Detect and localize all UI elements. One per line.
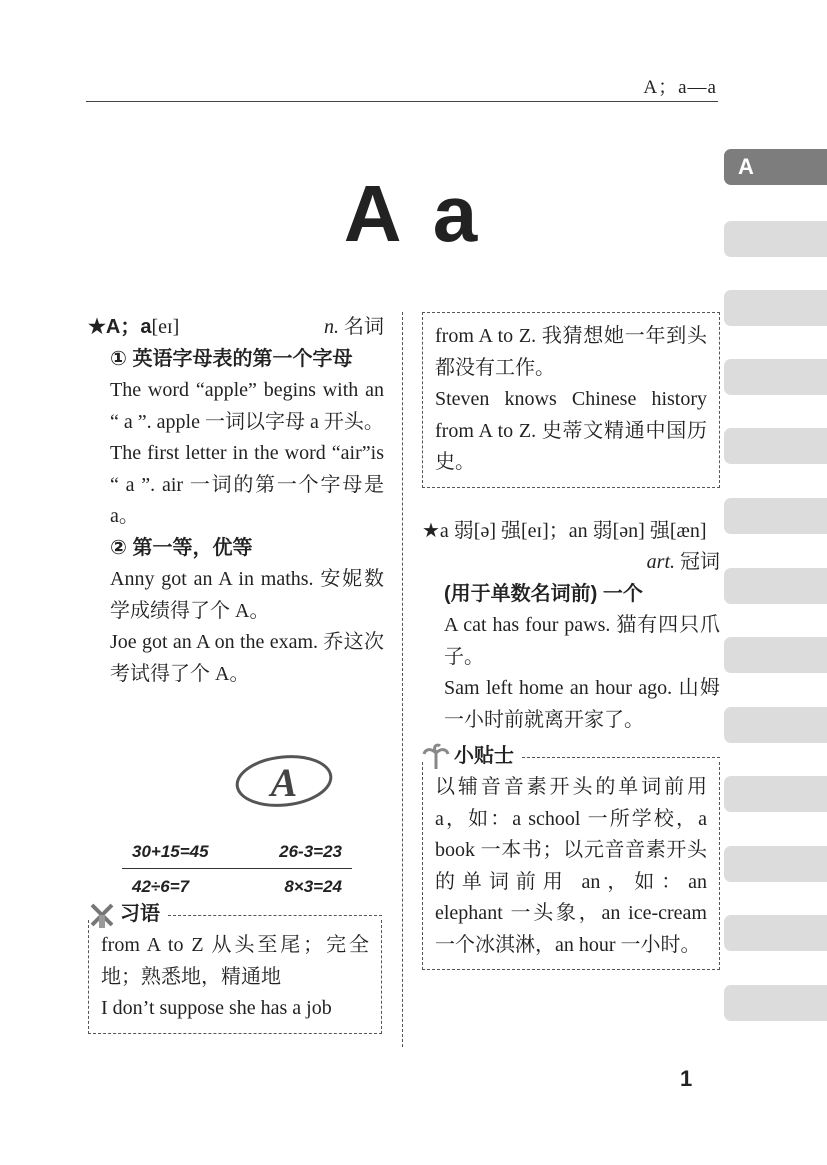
entry-header xyxy=(422,516,720,579)
thumb-tab[interactable] xyxy=(724,290,827,326)
entry-header xyxy=(88,312,384,344)
pos-abbr: art. xyxy=(646,551,675,573)
sense: (用于单数名词前) 一个 xyxy=(444,582,643,605)
thumb-tab[interactable] xyxy=(724,985,827,1021)
column-divider xyxy=(402,312,403,1047)
example: The first letter in the word “air”is “ a ”. air 一词的第一个字母是 a。 xyxy=(110,442,384,527)
thumb-tab[interactable] xyxy=(724,498,827,534)
headword: ★A；a xyxy=(88,316,152,338)
tab-a[interactable]: A xyxy=(724,149,827,185)
example: Joe got an A on the exam. 乔这次考试得了个 A。 xyxy=(110,631,384,685)
thumb-tab[interactable] xyxy=(724,359,827,395)
pos-cn: 冠词 xyxy=(680,551,720,573)
thumb-tab[interactable] xyxy=(724,776,827,812)
math-equation: 42÷6=7 xyxy=(132,877,190,896)
idiom-label: 习语 xyxy=(120,903,160,926)
pronunciation: [eɪ] xyxy=(151,316,180,338)
thumb-tab[interactable] xyxy=(724,568,827,604)
sense-2: ② 第一等，优等 xyxy=(110,536,253,559)
idiom-continued-box xyxy=(422,312,720,488)
math-equation: 26-3=23 xyxy=(279,842,342,861)
running-head: A；a—a xyxy=(643,77,717,98)
example: A cat has four paws. 猫有四只爪子。 xyxy=(444,614,720,668)
thumb-tab[interactable] xyxy=(724,637,827,673)
idiom-text: from A to Z 从头至尾；完全地；熟悉地，精通地 xyxy=(101,934,369,988)
tip-label: 小贴士 xyxy=(454,745,514,768)
page-number: 1 xyxy=(680,1066,693,1091)
idiom-example: Steven knows Chinese history from A to Z. 史蒂文精通中国历史。 xyxy=(435,388,707,473)
header-rule xyxy=(86,101,718,102)
page-title: A a xyxy=(343,169,484,258)
example: Sam left home an hour ago. 山姆一小时前就离开家了。 xyxy=(444,677,720,731)
example: The word “apple” begins with an “ a ”. apple 一词以字母 a 开头。 xyxy=(110,379,384,433)
left-column xyxy=(88,312,384,690)
example: Anny got an A in maths. 安妮数学成绩得了个 A。 xyxy=(110,568,384,622)
sense-1: ① 英语字母表的第一个字母 xyxy=(110,347,353,370)
idiom-box xyxy=(88,920,382,1034)
thumb-tab[interactable] xyxy=(724,915,827,951)
pos-cn: 名词 xyxy=(344,316,384,338)
palm-tree-icon xyxy=(422,743,450,771)
idiom-example: from A to Z. 我猜想她一年到头都没有工作。 xyxy=(435,325,707,379)
right-column xyxy=(422,312,720,970)
headword: ★a 弱[ə] 强[eɪ]；an 弱[ən] 强[æn] xyxy=(422,519,707,542)
tip-text: 以辅音音素开头的单词前用 a，如：a school 一所学校，a book 一本书；以元音音素开头的单词前用 an，如：an elephant 一头象，an ice-cream 一个冰淇淋，an hour 一小时。 xyxy=(435,776,707,956)
grade-letter: A xyxy=(270,760,298,805)
math-equation: 8×3=24 xyxy=(284,877,342,896)
idiom-section xyxy=(88,898,382,1034)
math-equation: 30+15=45 xyxy=(132,842,209,861)
grade-a-illustration xyxy=(234,752,334,810)
idiom-example: I don’t suppose she has a job xyxy=(101,997,332,1019)
thumb-tab[interactable] xyxy=(724,707,827,743)
tip-box xyxy=(422,762,720,970)
thumb-tab[interactable] xyxy=(724,428,827,464)
windmill-icon xyxy=(88,901,116,929)
math-rule xyxy=(122,868,352,869)
thumb-tab[interactable] xyxy=(724,846,827,882)
math-doodle xyxy=(122,838,352,901)
pos-abbr: n. xyxy=(324,316,339,338)
